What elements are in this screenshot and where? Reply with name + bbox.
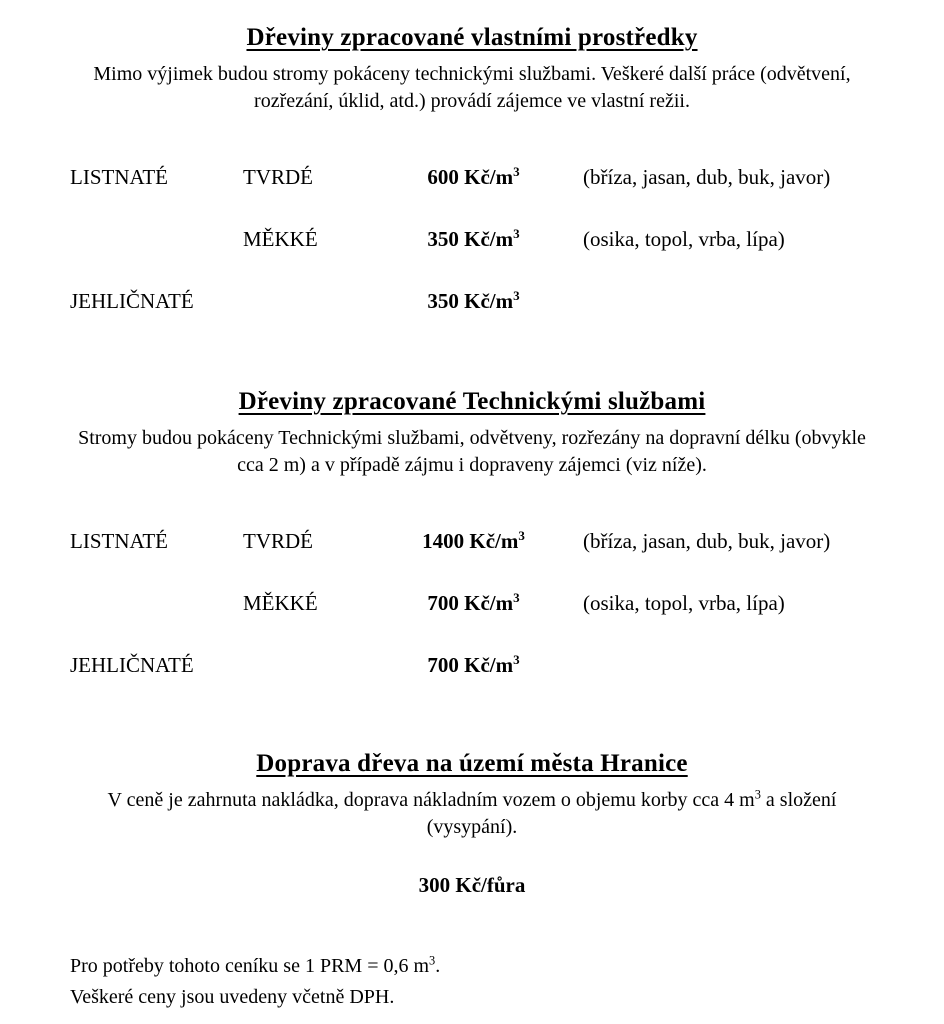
- wood-species: (bříza, jasan, dub, buk, javor): [583, 165, 831, 189]
- transport-subtitle-text-end: a složení (vysypání).: [426, 789, 837, 838]
- table-row: [70, 527, 874, 556]
- wood-species: (bříza, jasan, dub, buk, javor): [583, 529, 831, 553]
- technical-services-price-table: [70, 527, 874, 680]
- section-technical-services: [70, 388, 874, 680]
- wood-price: [410, 225, 537, 254]
- price-superscript: 3: [518, 528, 525, 543]
- wood-hardness: TVRDÉ: [243, 165, 313, 189]
- table-row: [70, 225, 874, 254]
- section-ts-subtitle-line1: Stromy budou pokáceny Technickými službami, odvětveny, rozřezány na dopravní délku (obvykle: [78, 427, 866, 449]
- wood-hardness: TVRDÉ: [243, 529, 313, 553]
- table-row: [70, 589, 874, 618]
- footer-note-prm-period: .: [435, 955, 441, 977]
- wood-price: [410, 527, 537, 556]
- table-row: [70, 287, 874, 316]
- price-value: 700 Kč/m: [427, 653, 514, 677]
- section-transport-subtitle: [70, 787, 874, 841]
- price-value: 700 Kč/m: [427, 591, 514, 615]
- wood-hardness: MĚKKÉ: [243, 227, 318, 251]
- wood-hardness: MĚKKÉ: [243, 591, 318, 615]
- wood-species: (osika, topol, vrba, lípa): [583, 591, 785, 615]
- section-ts-title: Dřeviny zpracované Technickými službami: [238, 388, 706, 415]
- wood-species: (osika, topol, vrba, lípa): [583, 227, 785, 251]
- section-ts-subtitle-line2: cca 2 m) a v případě zájmu i dopraveny zájemci (viz níže).: [237, 454, 707, 476]
- wood-price: [410, 589, 537, 618]
- transport-subtitle-text: V ceně je zahrnuta nakládka, doprava nákladním vozem o objemu korby cca 4 m: [107, 789, 755, 811]
- price-superscript: 3: [513, 226, 520, 241]
- cubic-superscript: 3: [754, 787, 761, 802]
- section-transport-title: Doprava dřeva na území města Hranice: [256, 750, 688, 777]
- transport-price: 300 Kč/fůra: [418, 873, 526, 897]
- price-superscript: 3: [513, 288, 520, 303]
- price-value: 350 Kč/m: [427, 227, 514, 251]
- cubic-superscript: 3: [429, 953, 436, 968]
- section-transport: [70, 750, 874, 899]
- price-value: 1400 Kč/m: [422, 529, 519, 553]
- footer-note-prm-text: Pro potřeby tohoto ceníku se 1 PRM = 0,6 m: [70, 955, 430, 977]
- wood-category: JEHLIČNATÉ: [70, 653, 194, 677]
- section-own-subtitle-line1: Mimo výjimek budou stromy pokáceny technickými službami. Veškeré další práce (odvětvení,: [93, 63, 851, 85]
- wood-price: [410, 163, 537, 192]
- table-row: [70, 163, 874, 192]
- section-own-processing: [70, 24, 874, 316]
- price-superscript: 3: [513, 590, 520, 605]
- wood-price: [410, 651, 537, 680]
- footer-note-prm: [70, 951, 874, 982]
- footer-notes: [70, 951, 874, 1013]
- section-own-title: Dřeviny zpracované vlastními prostředky: [246, 24, 698, 51]
- own-processing-price-table: [70, 163, 874, 316]
- price-value: 350 Kč/m: [427, 289, 514, 313]
- wood-category: JEHLIČNATÉ: [70, 289, 194, 313]
- footer-note-vat: Veškeré ceny jsou uvedeny včetně DPH.: [70, 986, 395, 1008]
- table-row: [70, 651, 874, 680]
- wood-price: [410, 287, 537, 316]
- price-superscript: 3: [513, 652, 520, 667]
- wood-category: LISTNATÉ: [70, 529, 168, 553]
- price-superscript: 3: [513, 164, 520, 179]
- price-value: 600 Kč/m: [427, 165, 514, 189]
- section-own-subtitle-line2: rozřezání, úklid, atd.) provádí zájemce ve vlastní režii.: [254, 90, 690, 112]
- wood-category: LISTNATÉ: [70, 165, 168, 189]
